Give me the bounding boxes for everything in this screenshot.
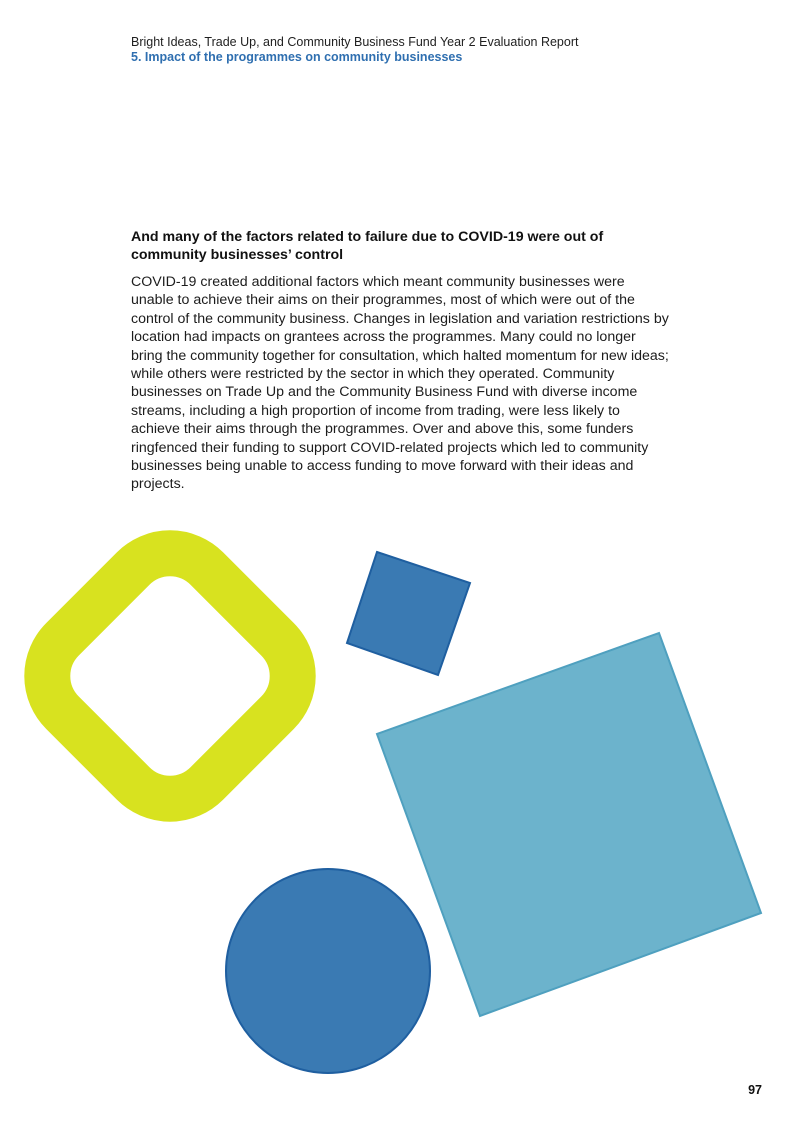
large-light-blue-square — [377, 633, 761, 1016]
lime-diamond-shape — [26, 532, 314, 820]
report-title: Bright Ideas, Trade Up, and Community Business Fund Year 2 Evaluation Report — [131, 35, 579, 49]
small-blue-square — [347, 552, 470, 675]
body-paragraph: COVID-19 created additional factors which meant community businesses were unable to achieve their aims on their programmes, most of which were out of the control of the community business. Changes in legislation and variation restrictions by location had impacts on grantees across the programmes. Many could no longer bring the community together for consultation, which halted momentum for new ideas; while others were restricted by the sector in which they operated. Community businesses on Trade Up and the Community Business Fund with diverse income streams, including a high proportion of income from trading, were less likely to achieve their aims through the programmes. Over and above this, some funders ringfenced their funding to support COVID-related projects which led to community businesses being unable to access funding to move forward with their ideas and projects. — [131, 274, 669, 493]
section-title: 5. Impact of the programmes on community businesses — [131, 50, 463, 64]
section-heading: And many of the factors related to failure due to COVID-19 were out of community businesses’ control — [131, 229, 604, 263]
blue-circle — [226, 869, 430, 1073]
page-number: 97 — [748, 1083, 762, 1097]
lime-diamond-frame — [26, 532, 314, 820]
